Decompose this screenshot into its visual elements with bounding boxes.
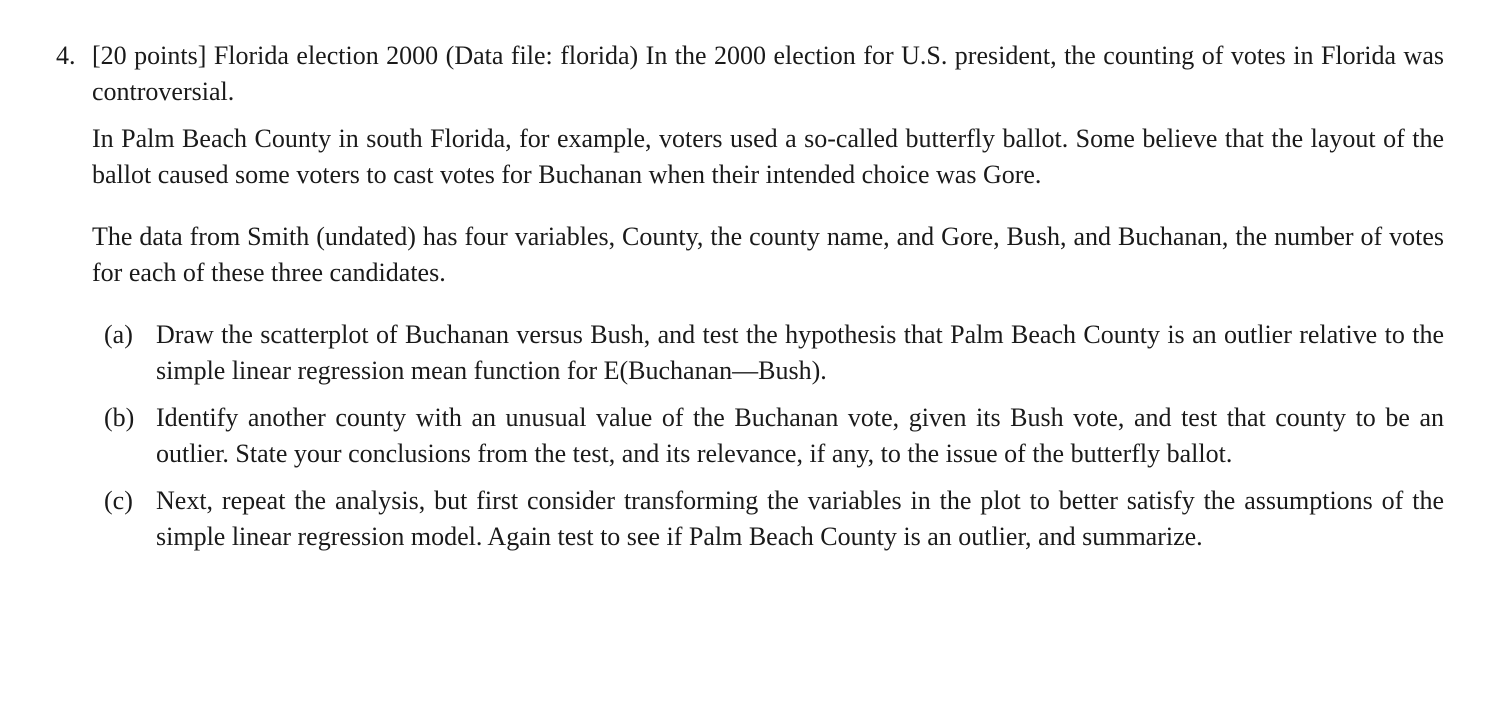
paragraph-data-description: The data from Smith (undated) has four variables, County, the county name, and Gore, Bush, and Buchanan, the number of votes for each of these three candidates. [92, 222, 1444, 287]
subquestion-text: Next, repeat the analysis, but first consider transforming the variables in the plot to better satisfy the assumptions of the simple linear regression model. Again test to see if Palm Beach County is an outlier, and summarize. [156, 486, 1444, 551]
subquestion-c [104, 483, 1444, 555]
subquestion-text: Identify another county with an unusual value of the Buchanan vote, given its Bush vote, and test that county to be an outlier. State your conclusions from the test, and its relevance, if any, to the issue of the butterfly ballot. [156, 403, 1444, 468]
subquestion-label: (c) [104, 486, 133, 515]
subquestion-a [104, 317, 1444, 389]
subquestion-label: (a) [104, 320, 133, 349]
problem-header [56, 38, 1444, 110]
subquestion-text: Draw the scatterplot of Buchanan versus Bush, and test the hypothesis that Palm Beach County is an outlier relative to the simple linear regression mean function for E(Buchanan—Bush). [156, 320, 1444, 385]
subquestion-b [104, 400, 1444, 472]
problem-number: 4. [56, 41, 76, 70]
paragraph-butterfly-ballot: In Palm Beach County in south Florida, for example, voters used a so-called butterfly ballot. Some believe that the layout of the ballot caused some voters to cast votes for Buchanan when their intended choice was Gore. [92, 124, 1444, 189]
problem-intro: [20 points] Florida election 2000 (Data file: florida) In the 2000 election for U.S. president, the counting of votes in Florida was controversial. [92, 41, 1444, 106]
problem-4 [56, 38, 1444, 566]
subquestion-list [104, 317, 1444, 555]
subquestion-label: (b) [104, 403, 135, 432]
